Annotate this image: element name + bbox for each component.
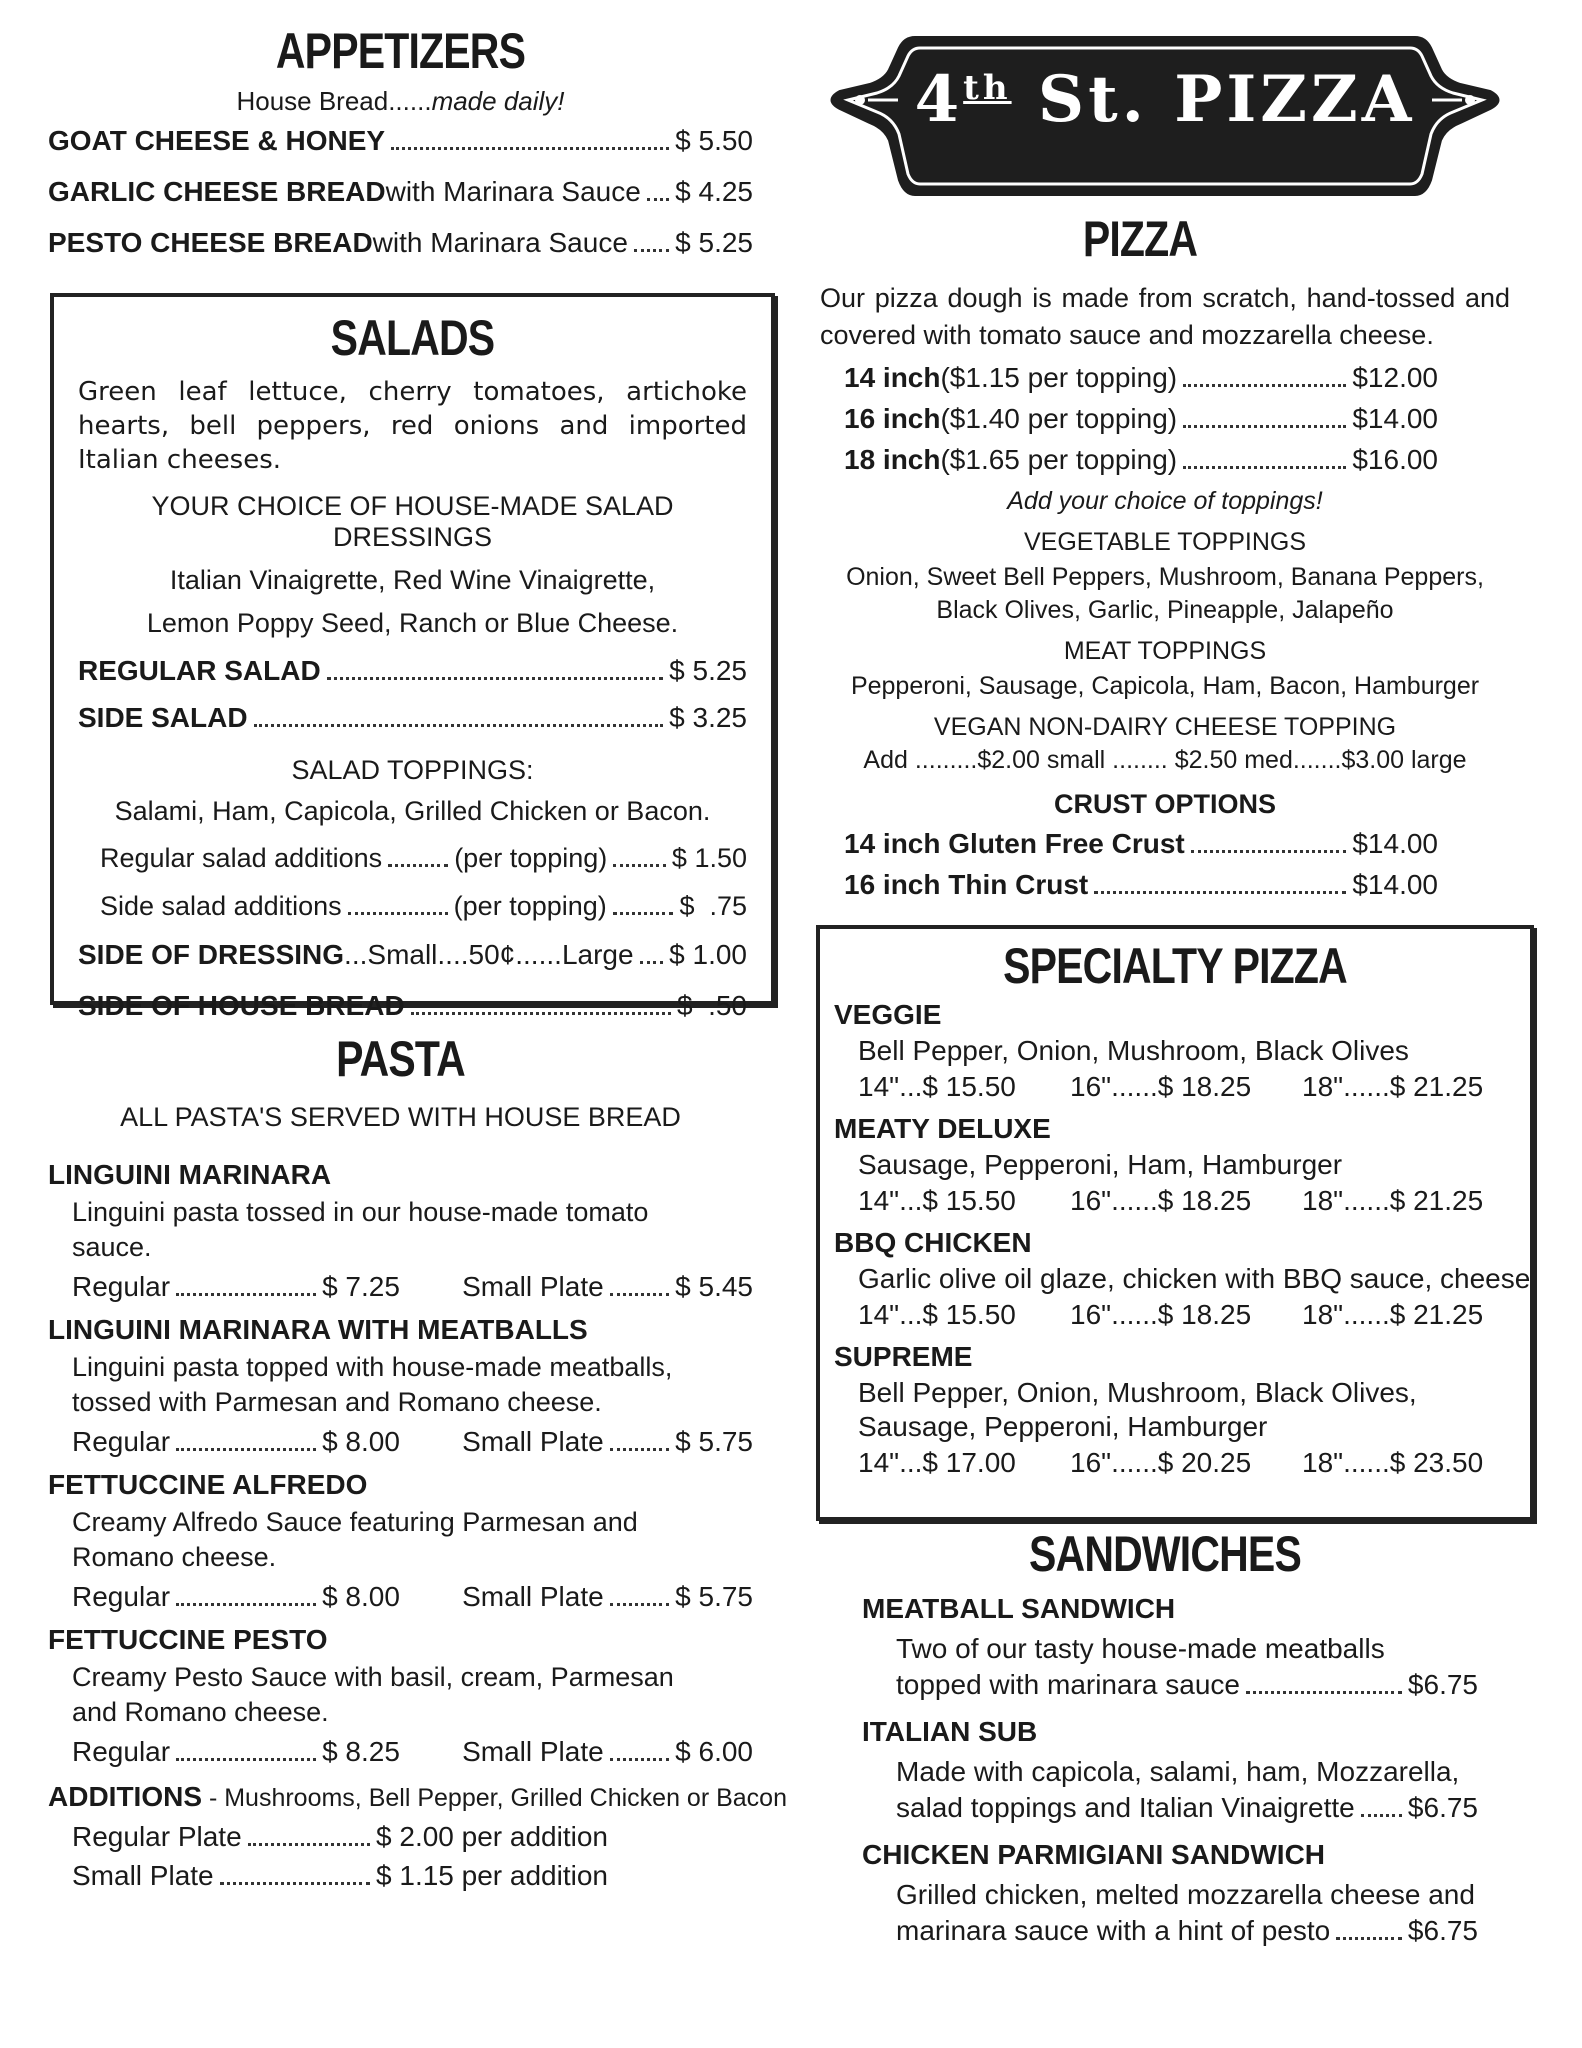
price-14: 14"...$ 15.50 xyxy=(858,1071,1016,1102)
side-dressing-large: Large xyxy=(561,939,634,970)
sandwich-item xyxy=(820,1839,1510,1948)
leader-dots xyxy=(348,912,448,915)
logo-name: St. PIZZA xyxy=(1011,62,1416,137)
sandwich-price: $6.75 xyxy=(1407,1792,1478,1823)
sandwich-price-row xyxy=(862,1792,1478,1825)
pizza-size-note: ($1.15 per topping) xyxy=(940,362,1178,393)
crust-name: 14 inch Gluten Free Crust xyxy=(844,828,1185,859)
leader-dots xyxy=(1183,466,1346,469)
pasta-desc: Linguini pasta topped with house-made meatballs, xyxy=(72,1352,673,1382)
appetizer-name: GARLIC CHEESE BREAD xyxy=(48,176,386,207)
pizza-title: PIZZA xyxy=(1082,211,1198,267)
leader-dots xyxy=(1183,384,1346,387)
specialty-prices xyxy=(834,1185,1516,1217)
regular-label: Regular xyxy=(72,1426,171,1457)
toppings-list: Salami, Ham, Capicola, Grilled Chicken or Bacon. xyxy=(114,796,711,826)
regular-additions-row xyxy=(78,843,747,875)
sandwich-desc: marinara sauce with a hint of pesto xyxy=(896,1915,1331,1946)
regular-plate-row xyxy=(48,1821,608,1854)
small-label: Small Plate xyxy=(462,1426,604,1457)
price-18: 18"......$ 21.25 xyxy=(1302,1185,1484,1216)
crust-price: $14.00 xyxy=(1352,869,1438,900)
specialty-desc: Sausage, Pepperoni, Hamburger xyxy=(858,1411,1268,1442)
logo-prefix: 4 xyxy=(914,62,964,137)
pasta-name: LINGUINI MARINARA WITH MEATBALLS xyxy=(48,1314,588,1345)
side-bread-price: $ .50 xyxy=(676,990,747,1021)
sandwich-price-row xyxy=(862,1669,1478,1702)
dressings-line: Italian Vinaigrette, Red Wine Vinaigrette, xyxy=(169,565,656,595)
appetizer-desc: with Marinara Sauce xyxy=(372,227,628,258)
sandwich-desc: topped with marinara sauce xyxy=(896,1669,1240,1700)
leader-dots xyxy=(254,724,664,727)
logo xyxy=(820,30,1510,202)
leader-dots xyxy=(610,1758,669,1761)
specialty-item xyxy=(834,1341,1516,1479)
price-14: 14"...$ 15.50 xyxy=(858,1185,1016,1216)
pizza-size-note: ($1.40 per topping) xyxy=(940,403,1178,434)
specialty-box xyxy=(816,925,1534,1521)
specialty-desc: Sausage, Pepperoni, Ham, Hamburger xyxy=(858,1149,1343,1180)
salad-price: $ 5.25 xyxy=(669,655,747,686)
additions-list: - Mushrooms, Bell Pepper, Grilled Chicken or Bacon xyxy=(202,1784,787,1812)
side-dressing-name: SIDE OF DRESSING xyxy=(78,939,345,970)
leader-dots xyxy=(248,1843,370,1846)
small-label: Small Plate xyxy=(462,1736,604,1767)
leader-dots xyxy=(610,1448,669,1451)
price-16: 16"......$ 18.25 xyxy=(1070,1299,1252,1330)
crust-row xyxy=(844,828,1438,861)
specialty-title: SPECIALTY PIZZA xyxy=(1003,938,1347,994)
pasta-item xyxy=(48,1624,753,1769)
pizza-size-row xyxy=(844,444,1438,477)
dressings-heading: YOUR CHOICE OF HOUSE-MADE SALAD DRESSINGS xyxy=(151,491,674,552)
sandwich-name: ITALIAN SUB xyxy=(862,1716,1038,1747)
specialty-prices xyxy=(834,1299,1516,1331)
leader-dots xyxy=(327,677,663,680)
small-plate-row xyxy=(48,1860,608,1893)
pasta-desc: Linguini pasta tossed in our house-made tomato xyxy=(72,1197,649,1227)
vegan-large: $3.00 large xyxy=(1341,746,1467,774)
specialty-name: MEATY DELUXE xyxy=(834,1113,1051,1144)
leader-dots xyxy=(610,1603,669,1606)
regular-label: Regular xyxy=(72,1581,171,1612)
logo-sup: th xyxy=(963,68,1012,108)
additions-price: $ .75 xyxy=(679,891,747,921)
leader-dots xyxy=(634,249,669,252)
vegan-med: $2.50 med xyxy=(1174,746,1293,774)
pasta-desc: sauce. xyxy=(72,1232,152,1262)
additions-per: (per topping) xyxy=(453,891,607,921)
pasta-prices xyxy=(48,1736,753,1769)
pasta-name: FETTUCCINE PESTO xyxy=(48,1624,328,1655)
leader-dots: ...... xyxy=(515,939,562,970)
appetizer-name: GOAT CHEESE & HONEY xyxy=(48,125,386,156)
leader-dots xyxy=(176,1758,316,1761)
veg-list: Black Olives, Garlic, Pineapple, Jalapeño xyxy=(936,596,1394,624)
side-dressing-row xyxy=(78,939,747,972)
vegan-heading: VEGAN NON-DAIRY CHEESE TOPPING xyxy=(933,713,1397,741)
price-18: 18"......$ 21.25 xyxy=(1302,1071,1484,1102)
price-18: 18"......$ 21.25 xyxy=(1302,1299,1484,1330)
regular-plate-price: $ 2.00 per addition xyxy=(376,1821,608,1852)
side-salad-row xyxy=(78,702,747,735)
small-plate-price: $ 1.15 per addition xyxy=(376,1860,608,1891)
side-dressing-small: Small xyxy=(367,939,438,970)
salad-name: REGULAR SALAD xyxy=(78,655,321,686)
veg-heading: VEGETABLE TOPPINGS xyxy=(1023,528,1307,556)
leader-dots: .... xyxy=(437,939,469,970)
pasta-desc: Romano cheese. xyxy=(72,1542,277,1572)
leader-dots xyxy=(176,1293,316,1296)
pizza-size-note: ($1.65 per topping) xyxy=(940,444,1178,475)
leader-dots xyxy=(613,864,666,867)
regular-label: Regular xyxy=(72,1271,171,1302)
sandwich-price: $6.75 xyxy=(1407,1915,1478,1946)
pasta-prices xyxy=(48,1581,753,1614)
appetizers-title: APPETIZERS xyxy=(275,23,526,79)
sandwich-name: CHICKEN PARMIGIANI SANDWICH xyxy=(862,1839,1326,1870)
side-bread-row xyxy=(78,990,747,1023)
leader-dots xyxy=(1246,1691,1402,1694)
specialty-name: SUPREME xyxy=(834,1341,973,1372)
leader-dots: ... xyxy=(344,939,368,970)
logo-text xyxy=(820,62,1510,137)
pizza-size-price: $16.00 xyxy=(1352,444,1438,475)
leader-dots: ......... xyxy=(907,746,978,774)
price-16: 16"......$ 18.25 xyxy=(1070,1185,1252,1216)
appetizer-name: PESTO CHEESE BREAD xyxy=(48,227,373,258)
crust-options xyxy=(820,828,1438,902)
vegan-add: Add xyxy=(863,746,908,774)
leader-dots: ....... xyxy=(1292,746,1342,774)
pasta-item xyxy=(48,1159,753,1304)
veg-list: Onion, Sweet Bell Peppers, Mushroom, Banana Peppers, xyxy=(846,563,1484,591)
appetizer-desc: with Marinara Sauce xyxy=(385,176,641,207)
pasta-name: LINGUINI MARINARA xyxy=(48,1159,332,1190)
sandwich-desc: Two of our tasty house-made meatballs xyxy=(896,1633,1385,1664)
specialty-name: BBQ CHICKEN xyxy=(834,1227,1032,1258)
additions-price: $ 1.50 xyxy=(671,843,747,873)
leader-dots xyxy=(1183,425,1346,428)
small-price: $ 5.75 xyxy=(675,1581,753,1612)
regular-plate-label: Regular Plate xyxy=(72,1821,242,1852)
small-price: $ 6.00 xyxy=(675,1736,753,1767)
salads-box xyxy=(50,293,775,1021)
add-toppings-note: Add your choice of toppings! xyxy=(1007,487,1323,515)
additions-label: ADDITIONS xyxy=(48,1781,202,1812)
pizza-description: Our pizza dough is made from scratch, hand-tossed and covered with tomato sauce and mozzarella cheese. xyxy=(820,283,1510,350)
crust-row xyxy=(844,869,1438,902)
dressings-line: Lemon Poppy Seed, Ranch or Blue Cheese. xyxy=(146,608,679,638)
specialty-item xyxy=(834,1227,1531,1331)
pizza-sizes xyxy=(820,362,1438,477)
price-14: 14"...$ 17.00 xyxy=(858,1447,1016,1478)
specialty-name: VEGGIE xyxy=(834,999,942,1030)
leader-dots xyxy=(391,147,669,150)
leader-dots xyxy=(640,961,664,964)
house-bread-line xyxy=(48,86,753,117)
leader-dots xyxy=(220,1882,370,1885)
small-price: $ 5.75 xyxy=(675,1426,753,1457)
leader-dots xyxy=(1336,1937,1402,1940)
pasta-section xyxy=(48,1030,787,1893)
specialty-prices xyxy=(834,1071,1516,1103)
toppings-heading: SALAD TOPPINGS: xyxy=(291,755,534,785)
pizza-size-row xyxy=(844,362,1438,395)
leader-dots xyxy=(1361,1814,1402,1817)
side-dressing-price: $ 1.00 xyxy=(669,939,747,970)
small-price: $ 5.45 xyxy=(675,1271,753,1302)
appetizer-item xyxy=(48,227,753,260)
additions-label: Side salad additions xyxy=(100,891,342,921)
side-additions-row xyxy=(78,891,747,923)
pasta-item xyxy=(48,1469,753,1614)
sandwich-price-row xyxy=(862,1915,1478,1948)
regular-salad-row xyxy=(78,655,747,688)
crust-heading: CRUST OPTIONS xyxy=(1053,789,1276,819)
pizza-size-price: $12.00 xyxy=(1352,362,1438,393)
crust-name: 16 inch Thin Crust xyxy=(844,869,1089,900)
sandwich-desc: Grilled chicken, melted mozzarella cheese and xyxy=(896,1879,1475,1910)
pizza-size-price: $14.00 xyxy=(1352,403,1438,434)
price-16: 16"......$ 20.25 xyxy=(1070,1447,1252,1478)
specialty-desc: Garlic olive oil glaze, chicken with BBQ sauce, cheese xyxy=(858,1263,1531,1294)
vegan-small: $2.00 small xyxy=(977,746,1106,774)
pasta-subtitle: ALL PASTA'S SERVED WITH HOUSE BREAD xyxy=(120,1102,681,1132)
regular-price: $ 8.00 xyxy=(322,1581,400,1612)
sandwich-item xyxy=(820,1716,1510,1825)
small-plate-label: Small Plate xyxy=(72,1860,214,1891)
appetizer-item xyxy=(48,125,753,158)
pizza-size: 18 inch xyxy=(844,444,941,475)
pasta-name: FETTUCCINE ALFREDO xyxy=(48,1469,368,1500)
salads-description: Green leaf lettuce, cherry tomatoes, artichoke hearts, bell peppers, red onions and imported Italian cheeses. xyxy=(78,377,747,475)
specialty-item xyxy=(834,1113,1516,1217)
price-14: 14"...$ 15.50 xyxy=(858,1299,1016,1330)
house-bread-note: made daily! xyxy=(431,86,565,116)
pasta-desc: and Romano cheese. xyxy=(72,1697,329,1727)
additions-per: (per topping) xyxy=(454,843,608,873)
pasta-title: PASTA xyxy=(336,1031,465,1087)
side-bread-name: SIDE OF HOUSE BREAD xyxy=(78,990,405,1021)
leader-dots: ........ xyxy=(1105,746,1175,774)
appetizer-price: $ 4.25 xyxy=(675,176,753,207)
regular-price: $ 8.25 xyxy=(322,1736,400,1767)
pasta-desc: Creamy Alfredo Sauce featuring Parmesan and xyxy=(72,1507,638,1537)
specialty-desc: Bell Pepper, Onion, Mushroom, Black Olives, xyxy=(858,1377,1417,1408)
leader-dots xyxy=(176,1603,316,1606)
salad-price: $ 3.25 xyxy=(669,702,747,733)
leader-dots xyxy=(388,864,448,867)
price-18: 18"......$ 23.50 xyxy=(1302,1447,1484,1478)
leader-dots xyxy=(176,1448,316,1451)
pasta-desc: Creamy Pesto Sauce with basil, cream, Parmesan xyxy=(72,1662,674,1692)
meat-list: Pepperoni, Sausage, Capicola, Ham, Bacon, Hamburger xyxy=(850,672,1480,700)
sandwiches-section xyxy=(820,1525,1510,1948)
small-label: Small Plate xyxy=(462,1581,604,1612)
sandwich-name: MEATBALL SANDWICH xyxy=(862,1593,1176,1624)
meat-heading: MEAT TOPPINGS xyxy=(1063,637,1267,665)
leader-dots xyxy=(411,1012,671,1015)
side-dressing-small-price: 50¢ xyxy=(468,939,516,970)
regular-price: $ 8.00 xyxy=(322,1426,400,1457)
pasta-additions xyxy=(48,1781,787,1813)
salad-name: SIDE SALAD xyxy=(78,702,248,733)
pasta-prices xyxy=(48,1271,753,1304)
leader-dots xyxy=(610,1293,669,1296)
pizza-section xyxy=(820,210,1540,902)
pasta-desc: tossed with Parmesan and Romano cheese. xyxy=(72,1387,602,1417)
pizza-size-row xyxy=(844,403,1438,436)
specialty-desc: Bell Pepper, Onion, Mushroom, Black Olives xyxy=(858,1035,1409,1066)
pizza-size: 14 inch xyxy=(844,362,941,393)
regular-price: $ 7.25 xyxy=(322,1271,400,1302)
additions-label: Regular salad additions xyxy=(100,843,383,873)
pizza-size: 16 inch xyxy=(844,403,941,434)
leader-dots xyxy=(613,912,674,915)
pasta-item xyxy=(48,1314,753,1459)
appetizer-price: $ 5.25 xyxy=(675,227,753,258)
sandwich-price: $6.75 xyxy=(1407,1669,1478,1700)
sandwich-desc: Made with capicola, salami, ham, Mozzarella, xyxy=(896,1756,1460,1787)
leader-dots xyxy=(1191,850,1347,853)
crust-price: $14.00 xyxy=(1352,828,1438,859)
specialty-prices xyxy=(834,1447,1516,1479)
pasta-prices xyxy=(48,1426,753,1459)
leader-dots xyxy=(1094,891,1346,894)
sandwich-desc: salad toppings and Italian Vinaigrette xyxy=(896,1792,1355,1823)
appetizer-item xyxy=(48,176,753,209)
appetizers-section xyxy=(48,22,753,260)
vegan-prices xyxy=(820,746,1510,775)
leader-dots xyxy=(647,198,669,201)
regular-label: Regular xyxy=(72,1736,171,1767)
salads-title: SALADS xyxy=(330,310,495,366)
specialty-item xyxy=(834,999,1516,1103)
small-label: Small Plate xyxy=(462,1271,604,1302)
sandwiches-title: SANDWICHES xyxy=(1029,1526,1301,1582)
appetizer-price: $ 5.50 xyxy=(675,125,753,156)
house-bread-label: House Bread...... xyxy=(236,86,432,116)
sandwich-item xyxy=(820,1593,1510,1702)
price-16: 16"......$ 18.25 xyxy=(1070,1071,1252,1102)
